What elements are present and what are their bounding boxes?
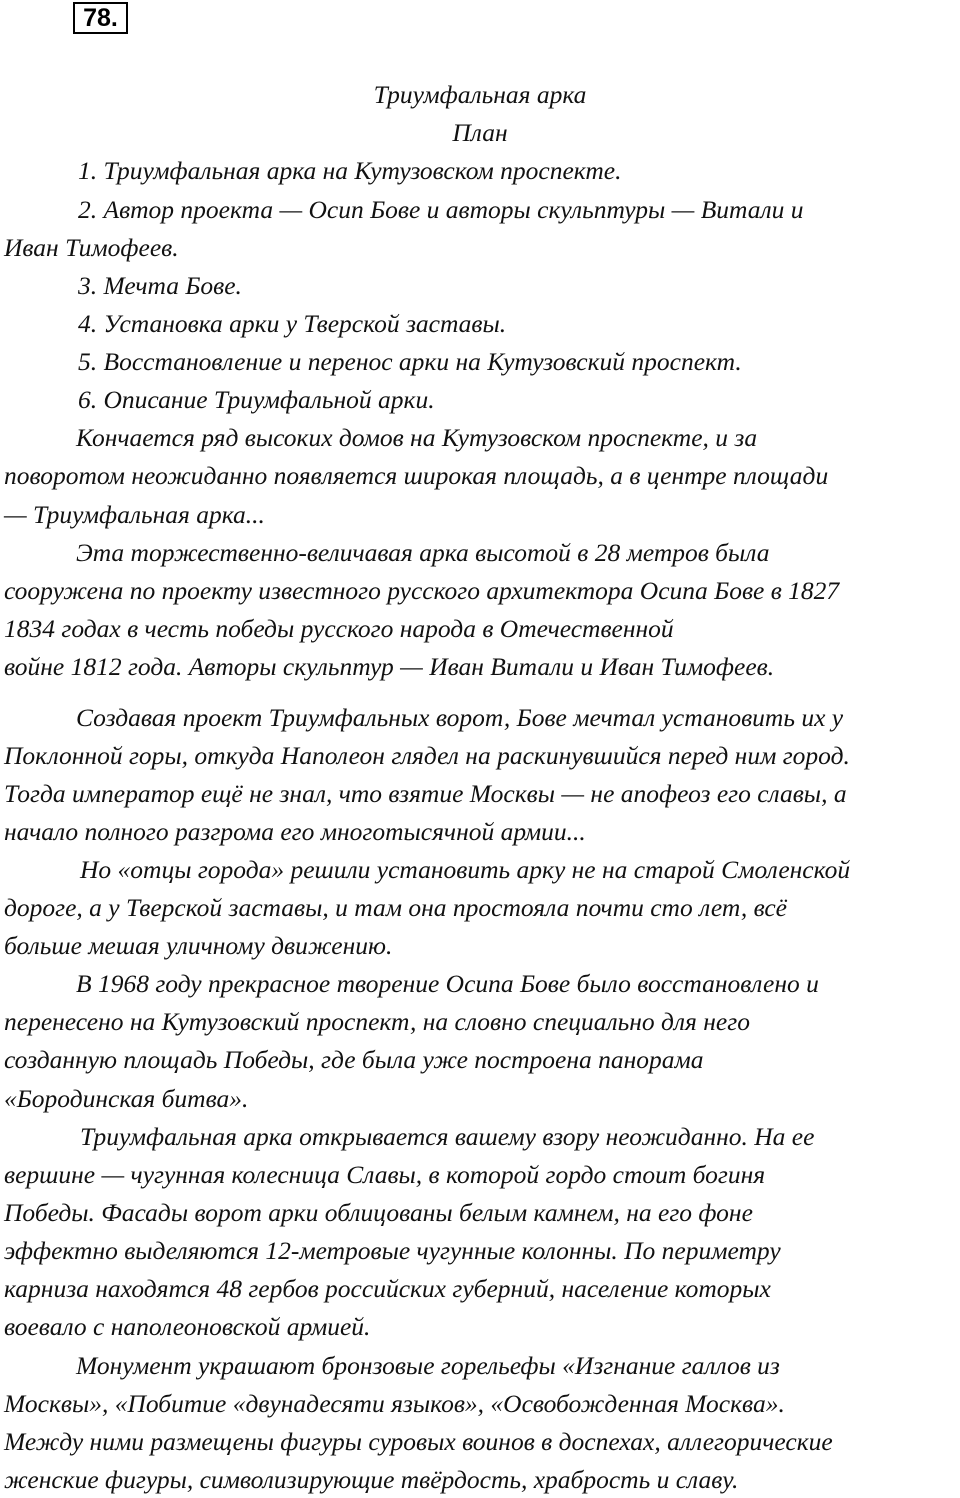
plan-heading: План — [452, 118, 508, 147]
text-line: эффектно выделяются 12-метровые чугунные колонны. По периметру — [4, 1236, 781, 1265]
task-number: 78. — [73, 2, 128, 34]
text-line: — Триумфальная арка... — [4, 500, 265, 529]
text-line: Создавая проект Триумфальных ворот, Бове мечтал установить их у — [76, 703, 844, 732]
text-line: карниза находятся 48 гербов российских губерний, население которых — [4, 1274, 771, 1303]
text-line: Победы. Фасады ворот арки облицованы белым камнем, на его фоне — [4, 1198, 753, 1227]
plan-item: 1. Триумфальная арка на Кутузовском проспекте. — [78, 156, 622, 185]
text-line: дороге, а у Тверской заставы, и там она простояла почти сто лет, всё — [4, 893, 788, 922]
text-line: Поклонной горы, откуда Наполеон глядел на раскинувшийся перед ним город. — [4, 741, 850, 770]
text-line: сооружена по проекту известного русского архитектора Осипа Бове в 1827 — [4, 576, 840, 605]
plan-item-continuation: Иван Тимофеев. — [4, 233, 179, 262]
text-line: Но «отцы города» решили установить арку не на старой Смоленской — [80, 855, 851, 884]
text-line: Триумфальная арка открывается вашему взору неожиданно. На ее — [80, 1122, 815, 1151]
plan-item: 6. Описание Триумфальной арки. — [78, 385, 435, 414]
text-line: Кончается ряд высоких домов на Кутузовском проспекте, и за — [76, 423, 758, 452]
text-line: начало полного разгрома его многотысячной армии... — [4, 817, 586, 846]
plan-item: 2. Автор проекта — Осип Бове и авторы скульптуры — Витали и — [78, 195, 804, 224]
text-line: созданную площадь Победы, где была уже построена панорама — [4, 1045, 704, 1074]
text-line: перенесено на Кутузовский проспект, на словно специально для него — [4, 1007, 750, 1036]
plan-item: 4. Установка арки у Тверской заставы. — [78, 309, 507, 338]
text-line: вершине — чугунная колесница Славы, в которой гордо стоит богиня — [4, 1160, 766, 1189]
text-line: войне 1812 года. Авторы скульптур — Иван Витали и Иван Тимофеев. — [4, 652, 775, 681]
text-line: поворотом неожиданно появляется широкая площадь, а в центре площади — [4, 461, 829, 490]
plan-item: 5. Восстановление и перенос арки на Кутузовский проспект. — [78, 347, 742, 376]
text-line: Тогда император ещё не знал, что взятие Москвы — не апофеоз его славы, а — [4, 779, 847, 808]
text-line: «Бородинская битва». — [4, 1084, 249, 1113]
plan-item: 3. Мечта Бове. — [78, 271, 242, 300]
text-line: 1834 годах в честь победы русского народа в Отечественной — [4, 614, 674, 643]
document-title: Триумфальная арка — [373, 80, 587, 109]
text-line: Монумент украшают бронзовые горельефы «Изгнание галлов из — [76, 1351, 780, 1380]
text-line: Между ними размещены фигуры суровых воинов в доспехах, аллегорические — [4, 1427, 833, 1456]
text-line: больше мешая уличному движению. — [4, 931, 393, 960]
text-line: В 1968 году прекрасное творение Осипа Бове было восстановлено и — [76, 969, 819, 998]
text-line: Москвы», «Побитие «двунадесяти языков», «Освобожденная Москва». — [4, 1389, 785, 1418]
text-line: Эта торжественно-величавая арка высотой в 28 метров была — [76, 538, 770, 567]
text-line: воевало с наполеоновской армией. — [4, 1312, 371, 1341]
text-line: женские фигуры, символизирующие твёрдость, храбрость и славу. — [4, 1465, 739, 1494]
